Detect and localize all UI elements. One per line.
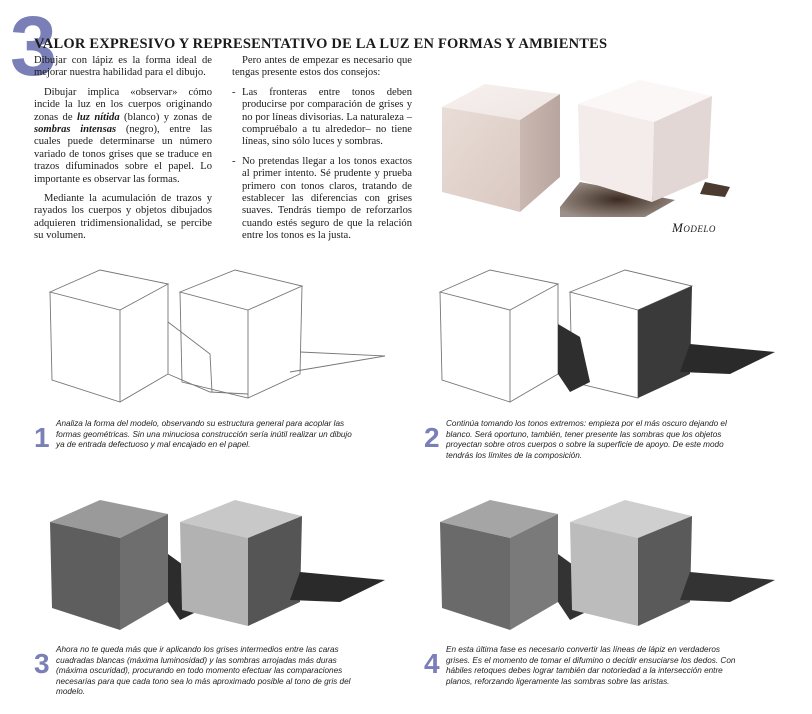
step-2-shaded-side: [638, 286, 692, 398]
step-3-number: 3: [34, 648, 50, 679]
intro-paragraph-3: Mediante la acumulación de trazos y rayados los cuerpos y objetos dibujados adquieren tridimensionalidad, se percibe su volumen.: [34, 193, 212, 242]
step-1-caption: Analiza la forma del modelo, observando su estructura general para acoplar las formas geométricas. Sin una minuciosa construcción sería inútil realizar un dibujo ya de entrada defectuoso y mal encajado en el papel.: [56, 419, 352, 450]
step-2-caption: Continúa tomando los tonos extremos: empieza por el más oscuro dejando el blanco. Será oportuno, también, tener presente las sombras que los objetos proyectan sobre otros cuerpos o sobre la superficie de apoyo. De este modo tendrás los límites de la composición.: [446, 419, 727, 460]
intro-paragraph-1: Dibujar con lápiz es la forma ideal de mejorar nuestra habilidad para el dibujo.: [34, 55, 212, 79]
step-3-drawing: [40, 492, 390, 632]
step-4-number: 4: [424, 648, 440, 679]
step-4-left-front: [440, 522, 510, 630]
step-4-right-front: [570, 522, 638, 626]
step-2-number: 2: [424, 422, 440, 453]
intro-column: [34, 55, 212, 250]
model-cube-left-front: [442, 107, 520, 212]
step-1-number: 1: [34, 422, 50, 453]
model-photo: [430, 72, 730, 222]
term-sombras-intensas: sombras intensas: [34, 124, 117, 136]
step-3-left-front: [50, 522, 120, 630]
advice-item: - No pretendas llegar a los tonos exactos al primer intento. Sé prudente y prueba primero con tonos claros, tratando de establecer las diferencias con grises suaves. Tendrás tiempo de reforzarlos cuando estés seguro de que la relación entre los tonos es la justa.: [232, 156, 412, 243]
term-luz-nitida: luz nítida: [76, 111, 120, 123]
intro-p2-text-b: (blanco) y zonas de: [119, 111, 212, 123]
advice-column: [232, 55, 412, 250]
step-3-cast-shadow-right: [290, 572, 385, 602]
step-1-drawing: [40, 262, 390, 407]
advice-lead: Pero antes de empezar es necesario que tengas presente estos dos consejos:: [232, 55, 412, 79]
step-2-cast-shadow-right: [680, 344, 775, 374]
intro-paragraph-2: [34, 87, 212, 186]
step-4-cast-shadow-right: [680, 572, 775, 602]
step-4-caption: En esta última fase es necesario convertir las líneas de lápiz en verdaderos grises. Es el momento de tomar el difumino o decidir ensuciarse los dedos. Con hábiles retoques debes lograr también dar notoriedad a la intersección entre planos, reforzando ligeramente las sombras sobre las aristas.: [446, 645, 736, 686]
model-shadow-right: [700, 182, 730, 197]
model-label: Modelo: [672, 220, 716, 235]
step-3-right-front: [180, 522, 248, 626]
advice-list: [232, 87, 412, 243]
intro-p2-text-a: Dibujar implica «observar» cómo incide la luz en los cuerpos originando zonas de: [34, 86, 212, 123]
step-3-caption: Ahora no te queda más que ir aplicando los grises intermedios entre las caras cuadradas blancas (máxima luminosidad) y las sombras arrojadas más duras (máxima oscuridad), procurando en todo momento efectuar las comparaciones necesarias para que cada tono sea lo más aproximado posible al tono de gris del modelo.: [56, 645, 351, 697]
intro-p2-text-c: (negro), entre las cuales puede determinarse un número variado de tonos grises que se traduce en trazos difuminados sobre el papel. Lo importante es observar las formas.: [34, 124, 212, 185]
step-2-drawing: [430, 262, 780, 407]
advice-item: - Las fronteras entre tonos deben producirse por comparación de grises y no por líneas divisorias. La naturaleza –compruébalo a tu alrededor– no tiene líneas, sino sólo luces y sombras.: [232, 87, 412, 149]
page-title: VALOR EXPRESIVO Y REPRESENTATIVO DE LA LUZ EN FORMAS Y AMBIENTES: [34, 36, 608, 52]
step-2-cast-shadow-left: [558, 324, 590, 392]
step-4-drawing: [430, 492, 780, 632]
chapter-number: 3: [10, 0, 57, 93]
